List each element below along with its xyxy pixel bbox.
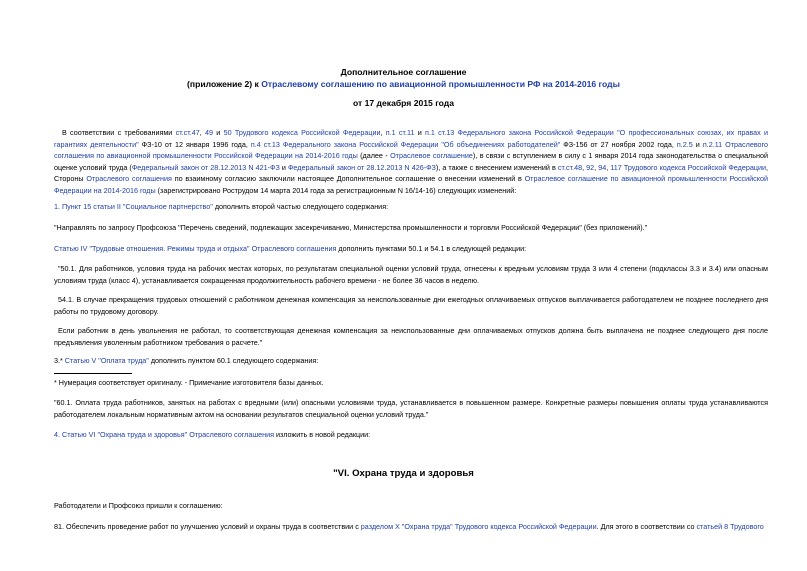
link-wages[interactable]: "Оплата труда"	[98, 356, 149, 365]
link-agreement-4[interactable]: Отраслевого соглашения	[189, 430, 275, 439]
link-art94[interactable]: 94	[598, 162, 607, 172]
link-agreement-3[interactable]: Отраслевого соглашения	[251, 244, 337, 253]
link-section-10[interactable]: разделом X "Охрана труда" Трудового кодекса Российской Федерации	[360, 522, 597, 531]
link-employers-law[interactable]: п.4 ст.13 Федерального закона Российской Федерации "Об объединениях работодателей"	[250, 139, 561, 149]
doc-subtitle: (приложение 2) к Отраслевому соглашению по авиационной промышленности РФ на 2014-2016 годы	[187, 79, 620, 89]
item-1-number: 1.	[54, 202, 62, 211]
industry-agreement-link[interactable]: Отраслевому соглашению по авиационной промышленности РФ на 2014-2016 годы	[261, 79, 620, 89]
agreement-statement: Работодатели и Профсоюз пришли к соглашению:	[54, 501, 223, 510]
item-4: 4. Статью VI "Охрана труда и здоровья" Отраслевого соглашения изложить в новой редакции:	[54, 430, 371, 439]
item-2: Статью IV "Трудовые отношения. Режимы труда и отдыха" Отраслевого соглашения дополнить пунктами 50.1 и 54.1 в следующей редакции:	[54, 244, 527, 253]
point-81: 81. Обеспечить проведение работ по улучшению условий и охраны труда в соответствии с разделом X "Охрана труда" Трудового кодекса Российской Федерации. Для этого в соответствии со статьей 8 Трудового	[54, 522, 764, 531]
item-1-quote: "Направлять по запросу Профсоюза "Перечень сведений, подлежащих засекречиванию, Министерства промышленности и торговли Российской Федерации" (без приложений)."	[54, 223, 648, 232]
link-art49[interactable]: 49	[205, 128, 214, 137]
link-point-15[interactable]: Пункт 15 статьи II "Социальное партнерство"	[62, 202, 213, 211]
link-article-4[interactable]: Статью IV "Трудовые отношения. Режимы труда и отдыха"	[54, 244, 250, 253]
doc-title: Дополнительное соглашение	[340, 67, 467, 77]
item-3: 3.* Статью V "Оплата труда" дополнить пунктом 60.1 следующего содержания:	[54, 356, 319, 365]
link-art92[interactable]: 92	[586, 162, 595, 172]
link-article-8[interactable]: статьей 8 Трудового	[696, 522, 764, 531]
link-trade-unions-law[interactable]: п.1 ст.13 Федерального закона Российской Федерации "О профессиональных союзах, их правах и гарантиях деятельности"	[54, 128, 768, 149]
link-art50-labor-code[interactable]: 50 Трудового кодекса Российской Федерации	[223, 128, 381, 137]
link-law-421[interactable]: Федеральный закон от 28.12.2013 N 421-ФЗ	[131, 162, 280, 172]
point-60-1: "60.1. Оплата труда работников, занятых на работах с вредными (или) опасными условиями труда, устанавливается в повышенном размере. Конкретные размеры повышения оплаты труда устанавливаются работодателем локальным нормативным актом на основании результатов специальной оценки условий труда."	[54, 398, 768, 419]
link-p1-art11[interactable]: п.1 ст.11	[385, 128, 415, 137]
point-54-1: 54.1. В случае прекращения трудовых отношений с работником денежная компенсация за неиспользованные дни ежегодных оплачиваемых отпусков выплачивается работодателем не позднее последнего дня работы по трудовому договору.	[54, 295, 768, 316]
link-labor-protection[interactable]: "Охрана труда и здоровья"	[97, 430, 188, 439]
point-50-1: "50.1. Для работников, условия труда на рабочих местах которых, по результатам специальной оценки условий труда, отнесены к вредным условиям труда 3 или 4 степени (подклассы 3.3 и 3.4) или опасным условиям труда (класс 4), устанавливается сокращенная продолжительность рабочего времени - не более 36 часов в неделю.	[54, 264, 768, 285]
link-article-5[interactable]: Статью V	[64, 356, 97, 365]
footnote: * Нумерация соответствует оригиналу. - Примечание изготовителя базы данных.	[54, 378, 324, 387]
intro-paragraph: В соответствии с требованиями ст.ст.47, 49 и 50 Трудового кодекса Российской Федерации, п.1 ст.11 и п.1 ст.13 Федерального закона Российской Федерации "О профессиональных союзах, их правах и гарантиях деятельности" ФЗ-10 от 12 января 1996 года, п.4 ст.13 Федерального закона Российской Федерации "Об объединениях работодателей" ФЗ-156 от 27 ноября 2002 года, п.2.5 и п.2.11 Отраслевого соглашения по авиационной промышленности Российской Федерации на 2014-2016 годы (далее - Отраслевое соглашение), в связи с вступлением в силу с 1 января 2014 года законодательства о специальной оценке условий труда (Федеральный закон от 28.12.2013 N 421-ФЗ и Федеральный закон от 28.12.2013 N 426-ФЗ), а также с внесением изменений в ст.ст.48, 92, 94, 117 Трудового кодекса Российской Федерации, Стороны Отраслевого соглашения по взаимному согласию заключили настоящее Дополнительное соглашение о внесении изменений в Отраслевое соглашение по авиационной промышленности Российской Федерации на 2014-2016 годы (зарегистрировано Рострудом 14 марта 2014 года за регистрационным N 16/14-16) следующих изменений:	[54, 128, 769, 195]
link-art117-labor-code[interactable]: 117 Трудового кодекса Российской Федерации	[610, 162, 766, 172]
item-1: 1. Пункт 15 статьи II "Социальное партнерство" дополнить второй частью следующего содержания:	[54, 202, 389, 211]
link-art48[interactable]: ст.ст.48	[557, 162, 583, 172]
link-agreement[interactable]: Отраслевое соглашение	[390, 151, 473, 161]
footnote-divider	[54, 373, 132, 374]
dismissal-paragraph: Если работник в день увольнения не работал, то соответствующая денежная компенсация за неиспользованные дни оплачиваемых отпусков должна быть выплачена не позднее следующего дня после предъявления уволенным работником требования о расчете."	[54, 326, 768, 347]
link-article-6[interactable]: Статью VI	[62, 430, 96, 439]
section-title: "VI. Охрана труда и здоровья	[333, 468, 474, 479]
link-p2-11-agreement[interactable]: п.2.11 Отраслевого соглашения по авиационной промышленности Российской Федерации на 2014-2016 годы	[54, 139, 769, 161]
doc-date: от 17 декабря 2015 года	[352, 98, 455, 108]
link-agreement-full[interactable]: Отраслевое соглашение по авиационной промышленности Российской Федерации на 2014-2016 годы	[54, 174, 769, 195]
link-p2-5[interactable]: п.2.5	[676, 139, 693, 149]
link-art47[interactable]: ст.ст.47	[175, 128, 200, 137]
link-agreement-2[interactable]: Отраслевого соглашения	[86, 174, 172, 184]
link-law-426[interactable]: Федеральный закон от 28.12.2013 N 426-ФЗ	[287, 162, 436, 172]
